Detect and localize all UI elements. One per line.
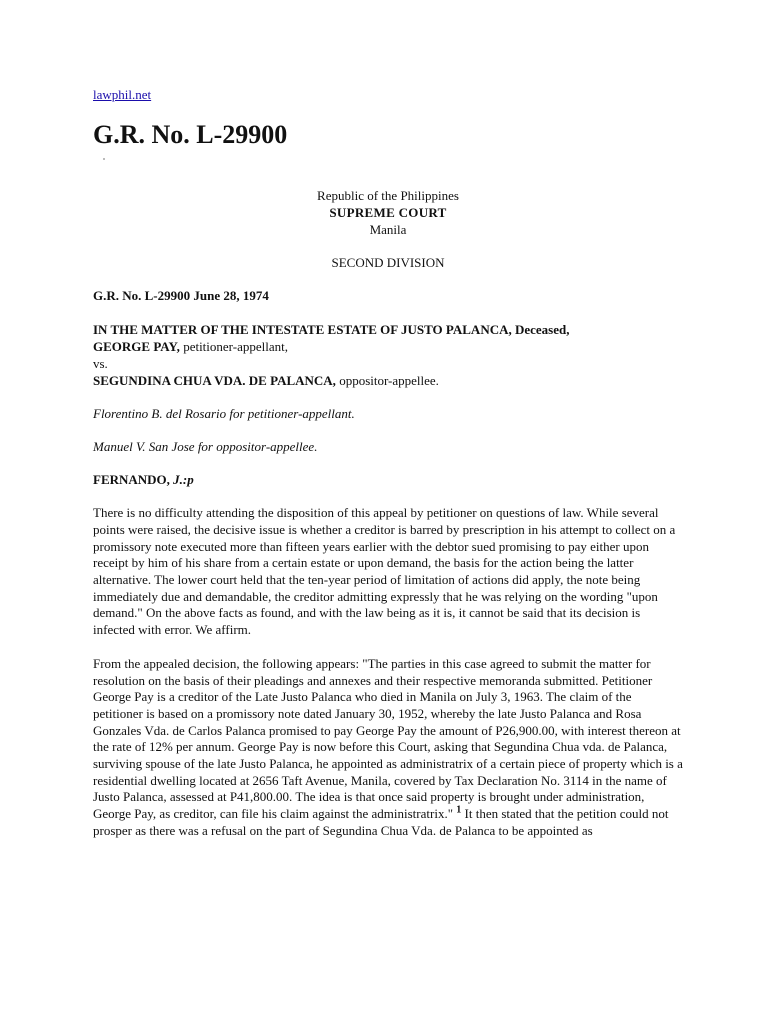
oppositor-role: oppositor-appellee. [335, 373, 439, 389]
court-caption [93, 187, 683, 271]
site-link[interactable]: lawphil.net [93, 87, 152, 102]
parties-block [93, 321, 683, 389]
petitioner-name: GEORGE PAY, [93, 339, 180, 355]
gr-number-date: G.R. No. L-29900 June 28, 1974 [93, 288, 269, 304]
division-line: SECOND DIVISION [331, 255, 445, 271]
estate-line: IN THE MATTER OF THE INTESTATE ESTATE OF JUSTO PALANCA, Deceased, [93, 322, 570, 338]
paragraph-2-continuation: It then stated that the petition could not prosper as there was a refusal on the part of Segundina Chua Vda. de Palanca to be appointed as [93, 806, 669, 838]
oppositor-name: SEGUNDINA CHUA VDA. DE PALANCA, [93, 373, 336, 389]
body-paragraph-1: There is no difficulty attending the disposition of this appeal by petitioner on questions of law. While several points were raised, the decisive issue is whether a creditor is barred by prescription in his attempt to collect on a promissory note executed more than fifteen years earlier with the debtor sued promising to pay either upon receipt by him of his share from a certain estate or upon demand, the basis for the action being the latter alternative. The lower court held that the ten-year period of limitation of actions did apply, the note being immediately due and demandable, the creditor admitting expressly that he was relying on the wording "upon demand." On the above facts as found, and with the law being as it is, it cannot be said that its decision is infected with error. We affirm. [93, 505, 676, 638]
city-line: Manila [369, 222, 407, 238]
judge-name: FERNANDO, [93, 472, 170, 488]
versus-line: vs. [93, 356, 108, 372]
decorative-dot [103, 158, 105, 160]
footnote-marker[interactable]: 1 [456, 804, 462, 816]
body-paragraph-2 [93, 656, 683, 840]
petitioner-line [93, 338, 683, 355]
republic-line: Republic of the Philippines [317, 188, 459, 204]
petitioner-counsel: Florentino B. del Rosario for petitioner-appellant. [93, 406, 355, 422]
petitioner-role: petitioner-appellant, [179, 339, 288, 355]
ponente-line [93, 472, 683, 488]
court-name: SUPREME COURT [329, 205, 447, 221]
document-page [93, 86, 683, 853]
paragraph-2-text: From the appealed decision, the following appears: "The parties in this case agreed to submit the matter for resolution on the basis of their pleadings and annexes and their respective memoranda submitted. Petitioner George Pay is a creditor of the Late Justo Palanca who died in Manila on July 3, 1963. The claim of the petitioner is based on a promissory note dated January 30, 1952, whereby the late Justo Palanca and Rosa Gonzales Vda. de Carlos Palanca promised to pay George Pay the amount of P26,900.00, with interest thereon at the rate of 12% per annum. George Pay is now before this Court, asking that Segundina Chua vda. de Palanca, surviving spouse of the late Justo Palanca, he appointed as administratrix of a certain piece of property which is a residential dwelling located at 2656 Taft Avenue, Manila, covered by Tax Declaration No. 3114 in the name of Justo Palanca, assessed at P41,800.00. The idea is that once said property is brought under administration, George Pay, as creditor, can file his claim against the administratrix." [93, 655, 683, 822]
oppositor-line [93, 372, 683, 389]
judge-suffix: J.:p [169, 472, 194, 488]
case-title: G.R. No. L-29900 [93, 120, 288, 149]
oppositor-counsel: Manuel V. San Jose for oppositor-appellee. [93, 439, 318, 455]
